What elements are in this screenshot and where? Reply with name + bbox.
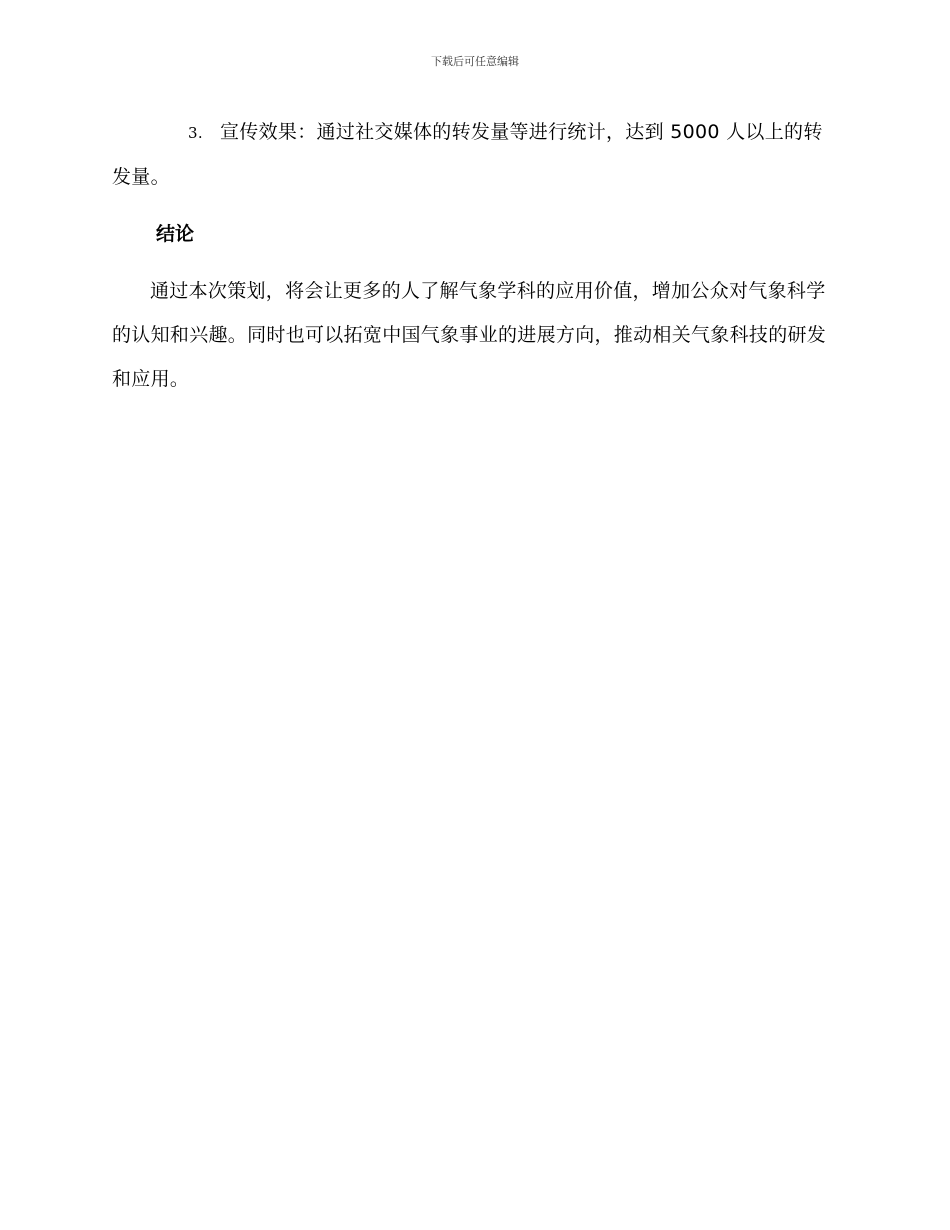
document-body (112, 110, 830, 401)
page-header: 下载后可任意编辑 (431, 55, 519, 68)
conclusion-paragraph: 通过本次策划，将会让更多的人了解气象学科的应用价值，增加公众对气象科学的认知和兴趣。同时也可以拓宽中国气象事业的进展方向，推动相关气象科技的研发和应用。 (112, 280, 827, 390)
section-heading: 结论 (156, 223, 195, 245)
list-item-number: 3. (188, 124, 203, 142)
list-item-text: 宣传效果：通过社交媒体的转发量等进行统计，达到 5000 人以上的转发量。 (112, 121, 823, 188)
list-item (112, 110, 830, 199)
